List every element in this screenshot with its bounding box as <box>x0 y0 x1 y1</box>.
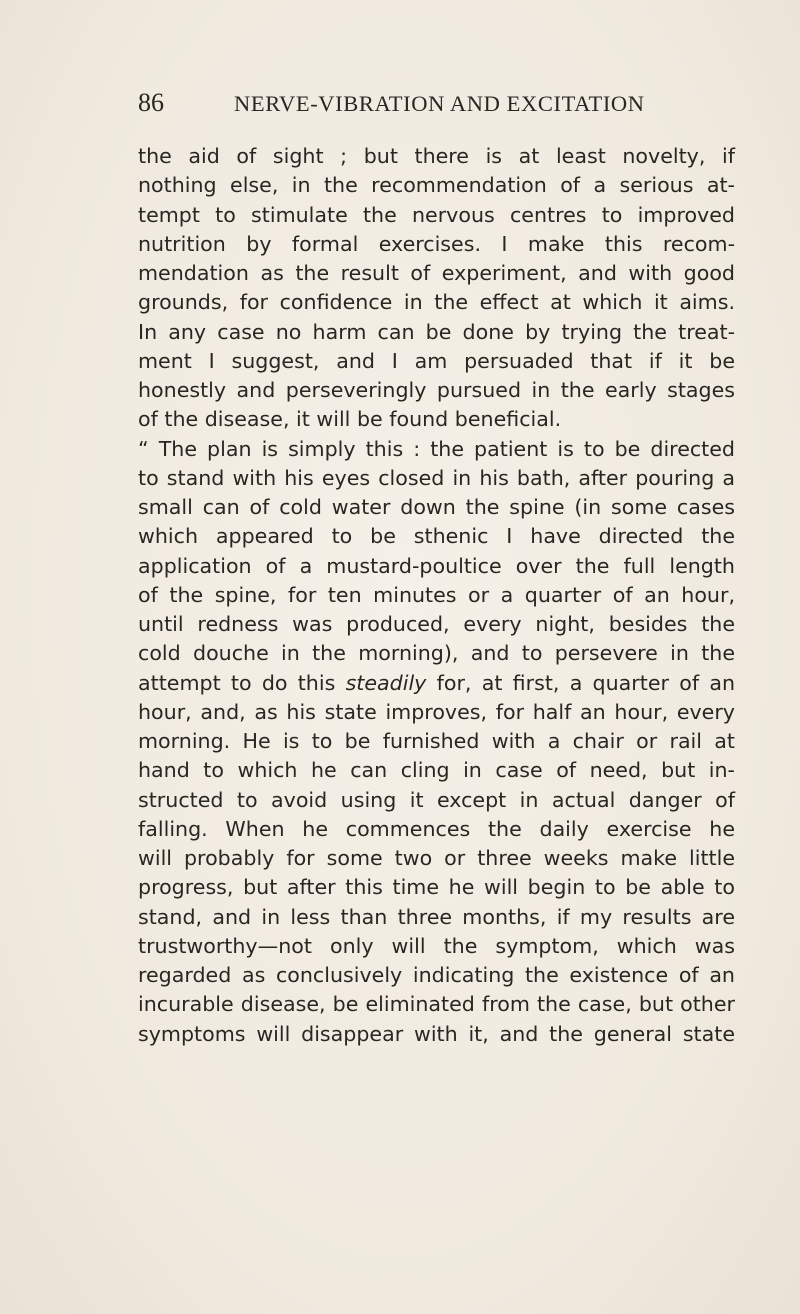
text-line: mendation as the result of experiment, and with good <box>138 261 735 285</box>
text-line: In any case no harm can be done by trying the treat- <box>138 319 735 344</box>
text-line: application of a mustard-poultice over the full length <box>138 553 735 578</box>
text-line: nothing else, in the recommendation of a serious at- <box>138 173 735 198</box>
text-line: until redness was produced, every night, besides the <box>138 612 735 636</box>
text-line: small can of cold water down the spine (in some cases <box>138 495 735 519</box>
text-line: honestly and perseveringly pursued in the early stages <box>138 378 735 402</box>
text-line: morning. He is to be furnished with a chair or rail at <box>138 729 735 753</box>
text-line: tempt to stimulate the nervous centres to improved <box>138 202 735 227</box>
text-line: trustworthy—not only will the symptom, which was <box>138 933 735 958</box>
text-line: of the spine, for ten minutes or a quarter of an hour, <box>138 582 735 607</box>
text-line: the aid of sight ; but there is at least novelty, if <box>138 144 735 168</box>
running-head: NERVE-VIBRATION AND EXCITATION <box>234 91 645 116</box>
text-line-with-emphasis <box>138 669 735 698</box>
text-line: incurable disease, be eliminated from the case, but other <box>138 992 735 1017</box>
text-line: “ The plan is simply this : the patient is to be directed <box>138 436 735 461</box>
text-line: progress, but after this time he will begin to be able to <box>138 875 735 900</box>
text-line: of the disease, it will be found beneficial. <box>138 407 562 432</box>
text-line: falling. When he commences the daily exercise he <box>138 816 735 841</box>
page-header <box>138 88 698 122</box>
text-line: hand to which he can cling in case of need, but in- <box>138 758 735 783</box>
emphasis-steadily: steadily <box>345 670 427 695</box>
text-line: hour, and, as his state improves, for half an hour, every <box>138 699 735 724</box>
line-suffix: for, at first, a quarter of an <box>436 670 735 695</box>
body-text <box>138 142 735 1049</box>
text-line: which appeared to be sthenic I have directed the <box>138 524 735 549</box>
text-line: ment I suggest, and I am persuaded that if it be <box>138 348 735 373</box>
text-line: to stand with his eyes closed in his bath, after pouring a <box>138 465 735 490</box>
text-line: stand, and in less than three months, if my results are <box>138 904 735 929</box>
text-line: will probably for some two or three weeks make little <box>138 846 735 870</box>
text-line: structed to avoid using it except in actual danger of <box>138 787 735 812</box>
line-prefix: attempt to do this <box>138 670 336 695</box>
text-line: nutrition by formal exercises. I make this recom- <box>138 231 735 256</box>
text-line: symptoms will disappear with it, and the general state <box>138 1021 735 1046</box>
text-line: grounds, for confidence in the effect at which it aims. <box>138 290 735 315</box>
text-line: cold douche in the morning), and to persevere in the <box>138 641 735 666</box>
text-line: regarded as conclusively indicating the existence of an <box>138 963 735 987</box>
page-number: 86 <box>138 88 164 117</box>
